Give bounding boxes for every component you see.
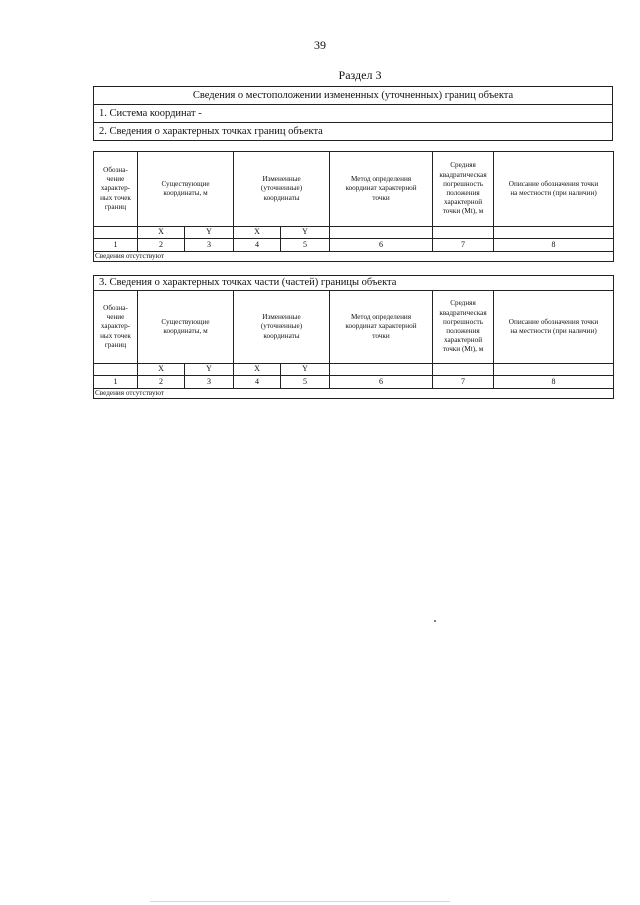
header-description: Описание обозначения точки на местности (при наличии) — [494, 152, 614, 227]
column-number: 8 — [494, 376, 614, 389]
scan-speck — [434, 620, 436, 622]
part-boundary-title: 3. Сведения о характерных точках части (частей) границы объекта — [94, 276, 614, 291]
xy-empty-cell — [94, 364, 138, 376]
header-error: Средняя квадратическая погрешность положения характерной точки (Mt), м — [433, 291, 494, 364]
xy-empty-cell — [494, 227, 614, 239]
xy-cell: Y — [281, 364, 330, 376]
column-number: 3 — [185, 376, 234, 389]
column-number: 4 — [234, 376, 281, 389]
column-number: 7 — [433, 376, 494, 389]
column-number: 8 — [494, 239, 614, 252]
header-point-designation: Обозна- чение характер- ных точек границ — [94, 291, 138, 364]
header-changed-coords: Измененные (уточненные) координаты — [234, 152, 330, 227]
xy-cell: Y — [185, 364, 234, 376]
header-error: Средняя квадратическая погрешность положения характерной точки (Mt), м — [433, 152, 494, 227]
scan-edge-line — [150, 901, 450, 902]
xy-cell: X — [138, 364, 185, 376]
xy-row — [94, 227, 614, 239]
xy-empty-cell — [330, 364, 433, 376]
characteristic-points-row: 2. Сведения о характерных точках границ объекта — [94, 123, 613, 141]
no-data-note: Сведения отсутствуют — [94, 252, 614, 262]
column-numbers-row — [94, 376, 614, 389]
boundary-points-table — [93, 151, 614, 262]
column-number: 5 — [281, 239, 330, 252]
xy-empty-cell — [330, 227, 433, 239]
column-number: 4 — [234, 239, 281, 252]
no-data-row — [94, 252, 614, 262]
xy-cell: X — [234, 364, 281, 376]
section-header-title: Сведения о местоположении измененных (уточненных) границ объекта — [94, 87, 613, 105]
no-data-note: Сведения отсутствуют — [94, 389, 614, 399]
xy-cell: Y — [185, 227, 234, 239]
coordinate-system-row: 1. Система координат - — [94, 105, 613, 123]
header-point-designation: Обозна- чение характер- ных точек границ — [94, 152, 138, 227]
header-method: Метод определения координат характерной точки — [330, 291, 433, 364]
no-data-row — [94, 389, 614, 399]
header-existing-coords: Существующие координаты, м — [138, 291, 234, 364]
xy-row — [94, 364, 614, 376]
xy-empty-cell — [494, 364, 614, 376]
column-number: 3 — [185, 239, 234, 252]
part-boundary-points-table — [93, 275, 614, 399]
column-numbers-row — [94, 239, 614, 252]
column-number: 7 — [433, 239, 494, 252]
column-number: 2 — [138, 376, 185, 389]
header-changed-coords: Измененные (уточненные) координаты — [234, 291, 330, 364]
header-existing-coords: Существующие координаты, м — [138, 152, 234, 227]
section-header-table — [93, 86, 613, 141]
column-number: 1 — [94, 239, 138, 252]
column-number: 5 — [281, 376, 330, 389]
header-method: Метод определения координат характерной точки — [330, 152, 433, 227]
xy-empty-cell — [433, 364, 494, 376]
section-title: Раздел 3 — [338, 68, 382, 82]
column-number: 2 — [138, 239, 185, 252]
xy-cell: X — [138, 227, 185, 239]
xy-empty-cell — [433, 227, 494, 239]
page-number: 39 — [314, 38, 326, 52]
column-number: 6 — [330, 239, 433, 252]
column-number: 1 — [94, 376, 138, 389]
xy-cell: Y — [281, 227, 330, 239]
column-number: 6 — [330, 376, 433, 389]
xy-cell: X — [234, 227, 281, 239]
header-description: Описание обозначения точки на местности (при наличии) — [494, 291, 614, 364]
xy-empty-cell — [94, 227, 138, 239]
